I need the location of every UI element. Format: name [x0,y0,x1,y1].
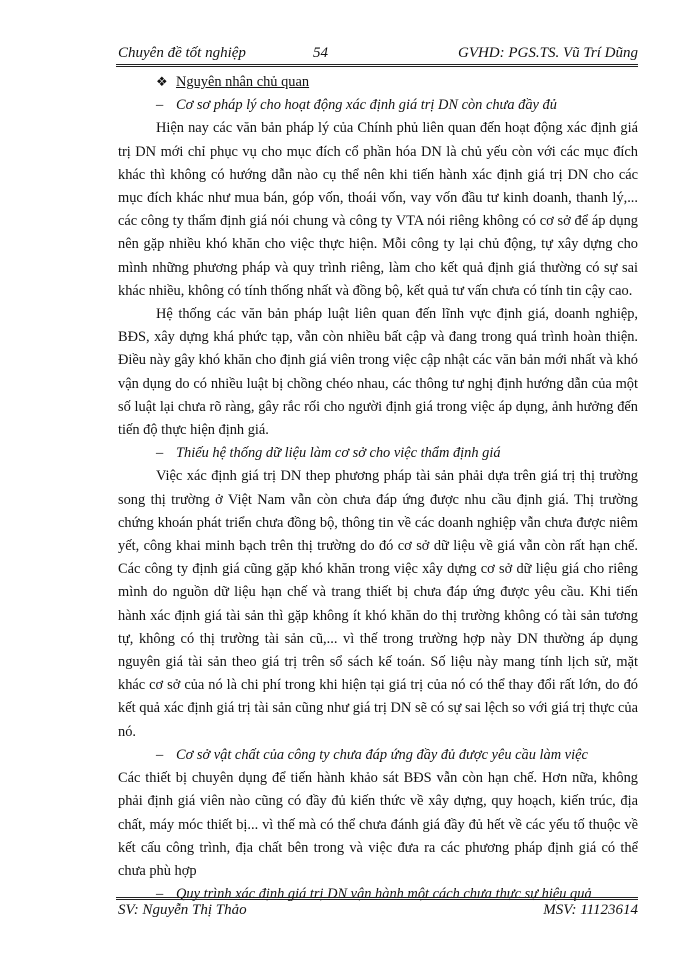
page-number: 54 [312,45,328,61]
diamond-bullet-icon: ❖ [156,74,168,89]
section-title: ❖ Nguyên nhân chủ quan [118,70,638,94]
student-id: MSV: 11123614 [543,902,638,918]
header-supervisor: GVHD: PGS.TS. Vũ Trí Dũng [457,45,638,61]
subheading: – Cơ sơ pháp lý cho hoạt động xác định giá trị DN còn chưa đầy đủ [118,94,638,117]
subheading: – Thiếu hệ thống dữ liệu làm cơ sở cho việc thẩm định giá [118,442,638,465]
paragraph: Hệ thống các văn bản pháp luật liên quan đến lĩnh vực định giá, doanh nghiệp, BĐS, xây dựng khá phức tạp, vẫn còn nhiều bất cập và đang trong quá trình hoàn thiện. Điều này gây khó khăn cho định giá viên trong việc cập nhật các văn bản mới nhất và khó vận dụng do có nhiều luật bị chồng chéo nhau, các thông tư nghị định hướng dẫn của một số luật lại chưa rõ ràng, gây rắc rối cho người định giá trong việc áp dụng, ảnh hưởng đến tiến độ thực hiện định giá. [118,306,638,439]
page-footer [118,902,638,924]
dash-bullet-icon: – [156,445,164,462]
dash-bullet-icon: – [156,97,164,114]
header-rule [116,64,638,67]
paragraph: Việc xác định giá trị DN thep phương pháp tài sản phải dựa trên giá trị thị trường song thị trường ở Việt Nam vẫn còn chưa đáp ứng được nhu cầu định giá. Thị trường chứng khoán phát triển chưa đồng bộ, thông tin về các doanh nghiệp vẫn chưa được niêm yết, công khai minh bạch trên thị trường do đó cơ sở dữ liệu về giá vẫn còn rất hạn chế. Các công ty định giá cũng gặp khó khăn trong việc xây dựng cơ sở dữ liệu giá cho riêng mình do nguồn dữ liệu hạn chế và trang thiết bị chưa đáp ứng được yêu cầu. Khi tiến hành xác định giá tài sản thì gặp không ít khó khăn do thị trường không có tài sản tương tự, không có thị trường tài sản cũ,... vì thế trong trường hợp này DN thường áp dụng nguyên giá tài sản theo giá trị trên sổ sách kế toán. Số liệu này mang tính lịch sử, mặt khác cơ sở của nó là chi phí trong khi hiện tại giá trị của nó có thể thay đổi rất lớn, do đó kết quả xác định giá trị tài sản cũng như giá trị DN sẽ có sự sai lệch so với giá trị thực của nó. [118,468,638,740]
dash-bullet-icon: – [156,746,164,763]
paragraph: Các thiết bị chuyên dụng để tiến hành khảo sát BĐS vẫn còn hạn chế. Hơn nữa, không phải định giá viên nào cũng có đầy đủ kiến thức về xây dựng, quy hoạch, kiến trúc, địa chất, máy móc thiết bị... vì thế mà có thể chưa đánh giá đầy đủ hết về các yếu tố thuộc về kết cấu công trình, địa chất bên trong và việc đưa ra các phương pháp định giá có thể chưa phù hợp [118,770,638,879]
subheading: – Quy trình xác định giá trị DN vận hành một cách chưa thực sự hiệu quả [118,883,638,906]
subheading: – Cơ sở vật chất của công ty chưa đáp ứng đầy đủ được yêu cầu làm việc [118,744,638,767]
body-content [118,70,638,906]
student-name: SV: Nguyễn Thị Thảo [118,902,247,918]
paragraph: Hiện nay các văn bản pháp lý của Chính phủ liên quan đến hoạt động xác định giá trị DN mới chỉ phục vụ cho mục đích cổ phần hóa DN là chủ yếu còn với các mục đích khác thì không có hướng dẫn nào cụ thể nên khi tiến hành xác định giá trị DN cho các mục đích khác như mua bán, góp vốn, thoái vốn, vay vốn đầu tư kinh doanh, thanh lý,... các công ty thẩm định giá nói chung và công ty VTA nói riêng không có cơ sở để áp dụng nên gặp nhiều khó khăn cho việc thực hiện. Mỗi công ty lại chủ động, tự xây dựng cho mình những phương pháp và quy trình riêng, làm cho kết quả định giá thường có sự sai khác nhiều, không có tính thống nhất và đồng bộ, kết quả tư vấn chưa có tính tin cậy cao. [118,120,638,299]
page-header [118,36,638,62]
dash-bullet-icon: – [156,886,164,903]
header-title: Chuyên đề tốt nghiệp [118,45,246,61]
footer-rule [116,897,638,900]
